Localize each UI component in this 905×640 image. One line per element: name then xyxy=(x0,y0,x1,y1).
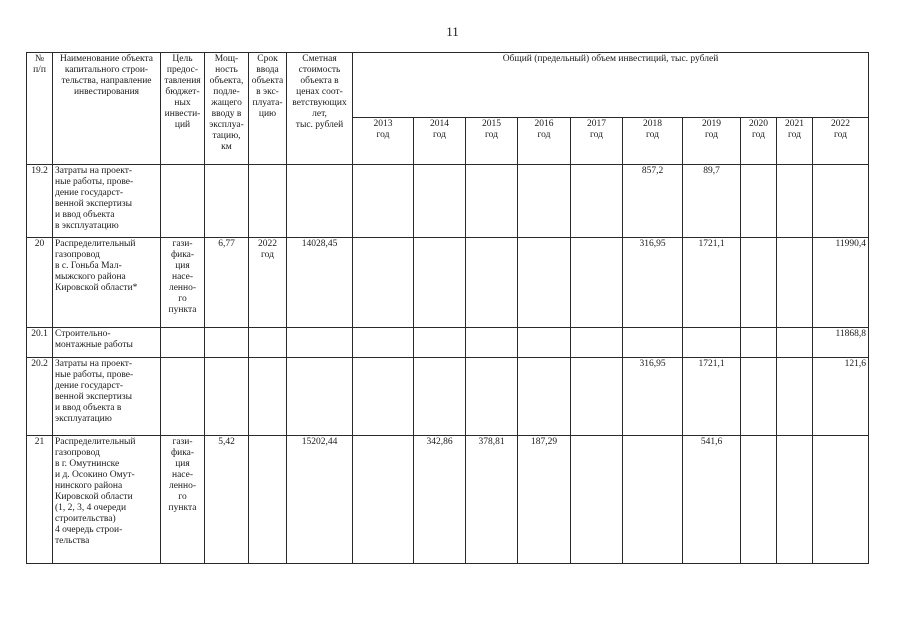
row-capacity xyxy=(205,358,249,436)
header-year: 2019 год xyxy=(683,118,741,165)
header-purpose: Цель предос- тавления бюджет- ных инвести- ций xyxy=(161,53,205,165)
row-year-value: 89,7 xyxy=(683,165,741,238)
row-term: 2022 год xyxy=(249,238,287,328)
row-term xyxy=(249,165,287,238)
row-year-value xyxy=(414,358,466,436)
row-estimate xyxy=(287,358,353,436)
row-year-value xyxy=(353,328,414,358)
row-estimate: 14028,45 xyxy=(287,238,353,328)
row-num: 20.2 xyxy=(27,358,53,436)
row-num: 21 xyxy=(27,436,53,564)
row-term xyxy=(249,436,287,564)
row-year-value: 1721,1 xyxy=(683,238,741,328)
row-purpose: гази- фика- ция насе- ленно- го пункта xyxy=(161,436,205,564)
row-year-value xyxy=(571,238,623,328)
row-year-value: 378,81 xyxy=(466,436,518,564)
row-year-value xyxy=(777,358,813,436)
row-year-value xyxy=(777,165,813,238)
page-number: 11 xyxy=(446,24,459,39)
row-year-value xyxy=(741,328,777,358)
row-num: 20 xyxy=(27,238,53,328)
row-year-value xyxy=(777,436,813,564)
header-year: 2017 год xyxy=(571,118,623,165)
row-year-value xyxy=(466,238,518,328)
header-year: 2016 год xyxy=(518,118,571,165)
header-capacity: Мощ- ность объекта, подле- жащего вводу в эксплуа- тацию, км xyxy=(205,53,249,165)
header-year: 2022 год xyxy=(813,118,869,165)
row-purpose xyxy=(161,328,205,358)
row-year-value xyxy=(466,165,518,238)
row-year-value: 121,6 xyxy=(813,358,869,436)
row-capacity: 6,77 xyxy=(205,238,249,328)
row-year-value xyxy=(571,328,623,358)
row-num: 19.2 xyxy=(27,165,53,238)
table-row xyxy=(27,165,869,238)
header-total: Общий (предельный) объем инвестиций, тыс. рублей xyxy=(353,53,869,118)
row-purpose xyxy=(161,358,205,436)
row-capacity xyxy=(205,328,249,358)
header-year: 2013 год xyxy=(353,118,414,165)
row-term xyxy=(249,358,287,436)
row-capacity: 5,42 xyxy=(205,436,249,564)
table-row xyxy=(27,238,869,328)
row-year-value xyxy=(777,328,813,358)
row-year-value xyxy=(741,358,777,436)
header-name: Наименование объекта капитального строи- тельства, направление инвестирования xyxy=(53,53,161,165)
row-year-value: 316,95 xyxy=(623,358,683,436)
row-year-value xyxy=(571,358,623,436)
row-name: Распределительный газопровод в с. Гоньба Мал- мыжского района Кировской области* xyxy=(53,238,161,328)
row-estimate xyxy=(287,328,353,358)
row-year-value: 11990,4 xyxy=(813,238,869,328)
row-year-value xyxy=(414,238,466,328)
row-year-value xyxy=(741,436,777,564)
row-year-value xyxy=(353,238,414,328)
row-name: Затраты на проект- ные работы, прове- дение государст- венной экспертизы и ввод объекта в эксплуатацию xyxy=(53,358,161,436)
row-name: Строительно- монтажные работы xyxy=(53,328,161,358)
header-num: № п/п xyxy=(27,53,53,165)
row-capacity xyxy=(205,165,249,238)
header-row-1 xyxy=(27,53,869,118)
row-year-value xyxy=(571,165,623,238)
row-year-value: 187,29 xyxy=(518,436,571,564)
row-year-value xyxy=(518,358,571,436)
row-year-value: 316,95 xyxy=(623,238,683,328)
row-name: Затраты на проект- ные работы, прове- дение государст- венной экспертизы и ввод объекта в эксплуатацию xyxy=(53,165,161,238)
row-year-value xyxy=(518,165,571,238)
row-name: Распределительный газопровод в г. Омутнинске и д. Осокино Омут- нинского района Кировской области (1, 2, 3, 4 очереди строительства) 4 очередь строи- тельства xyxy=(53,436,161,564)
row-year-value: 342,86 xyxy=(414,436,466,564)
row-year-value xyxy=(571,436,623,564)
row-purpose xyxy=(161,165,205,238)
row-estimate xyxy=(287,165,353,238)
header-estimate: Сметная стоимость объекта в ценах соот- ветствующих лет, тыс. рублей xyxy=(287,53,353,165)
row-year-value xyxy=(466,358,518,436)
row-year-value: 1721,1 xyxy=(683,358,741,436)
row-year-value xyxy=(813,165,869,238)
header-year: 2021 год xyxy=(777,118,813,165)
row-year-value xyxy=(683,328,741,358)
row-year-value xyxy=(813,436,869,564)
header-year: 2015 год xyxy=(466,118,518,165)
table-row xyxy=(27,328,869,358)
row-year-value: 857,2 xyxy=(623,165,683,238)
table-row xyxy=(27,436,869,564)
row-purpose: гази- фика- ция насе- ленно- го пункта xyxy=(161,238,205,328)
row-num: 20.1 xyxy=(27,328,53,358)
row-year-value xyxy=(623,328,683,358)
header-year: 2020 год xyxy=(741,118,777,165)
investment-table xyxy=(26,52,869,564)
row-term xyxy=(249,328,287,358)
row-year-value xyxy=(353,165,414,238)
row-year-value xyxy=(466,328,518,358)
table-row xyxy=(27,358,869,436)
row-year-value xyxy=(518,238,571,328)
row-year-value xyxy=(741,165,777,238)
row-year-value xyxy=(414,328,466,358)
header-year: 2014 год xyxy=(414,118,466,165)
row-year-value xyxy=(777,238,813,328)
row-year-value xyxy=(414,165,466,238)
row-year-value xyxy=(353,358,414,436)
row-year-value: 11868,8 xyxy=(813,328,869,358)
header-year: 2018 год xyxy=(623,118,683,165)
row-year-value xyxy=(623,436,683,564)
header-term: Срок ввода объекта в экс- плуата- цию xyxy=(249,53,287,165)
row-estimate: 15202,44 xyxy=(287,436,353,564)
row-year-value xyxy=(353,436,414,564)
row-year-value xyxy=(741,238,777,328)
row-year-value xyxy=(518,328,571,358)
row-year-value: 541,6 xyxy=(683,436,741,564)
